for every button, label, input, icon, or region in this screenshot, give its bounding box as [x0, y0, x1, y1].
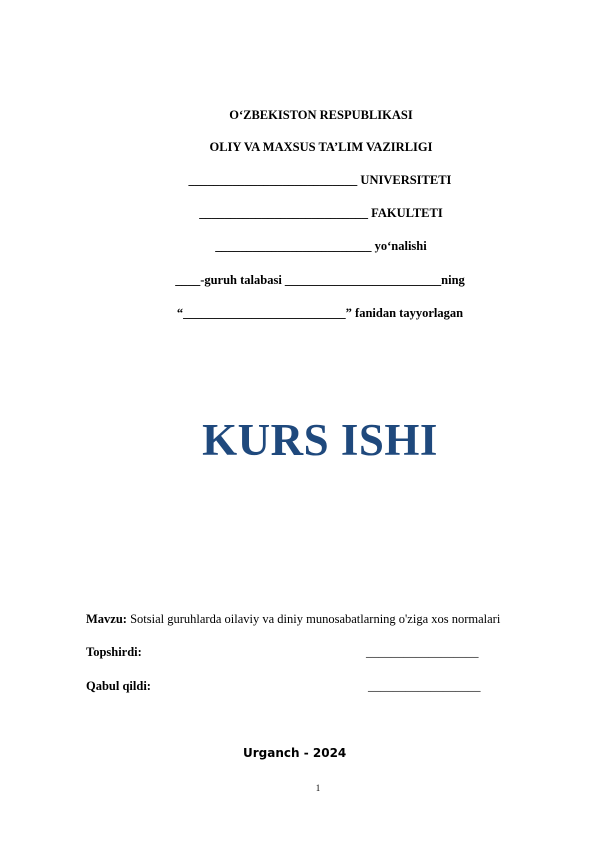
- subject-line: “__________________________” fanidan tayyorlagan: [176, 306, 464, 320]
- submitted-blank: __________________: [366, 645, 479, 659]
- republic-heading: O‘ZBEKISTON RESPUBLIKASI: [229, 108, 413, 122]
- document-title: KURS ISHI: [202, 415, 438, 465]
- topic-label: Mavzu:: [86, 612, 127, 626]
- topic-value: Sotsial guruhlarda oilaviy va diniy munosabatlarning o'ziga xos normalari: [126, 612, 501, 626]
- university-line: ___________________________ UNIVERSITETI: [188, 173, 452, 187]
- page-number: 1: [315, 783, 321, 793]
- accepted-label: Qabul qildi:: [86, 679, 151, 693]
- ministry-heading: OLIY VA MAXSUS TA’LIM VAZIRLIGI: [209, 140, 433, 154]
- topic-row: [86, 612, 500, 627]
- accepted-blank: __________________: [368, 679, 481, 693]
- submitted-label: Topshirdi:: [86, 645, 142, 659]
- group-student-line: ____-guruh talabasi _________________________ning: [175, 273, 465, 287]
- city-year: Urganch - 2024: [243, 746, 347, 760]
- faculty-line: ___________________________ FAKULTETI: [199, 206, 443, 220]
- direction-line: _________________________ yo‘nalishi: [215, 239, 427, 253]
- accepted-row: [86, 679, 151, 694]
- submitted-row: [86, 645, 142, 660]
